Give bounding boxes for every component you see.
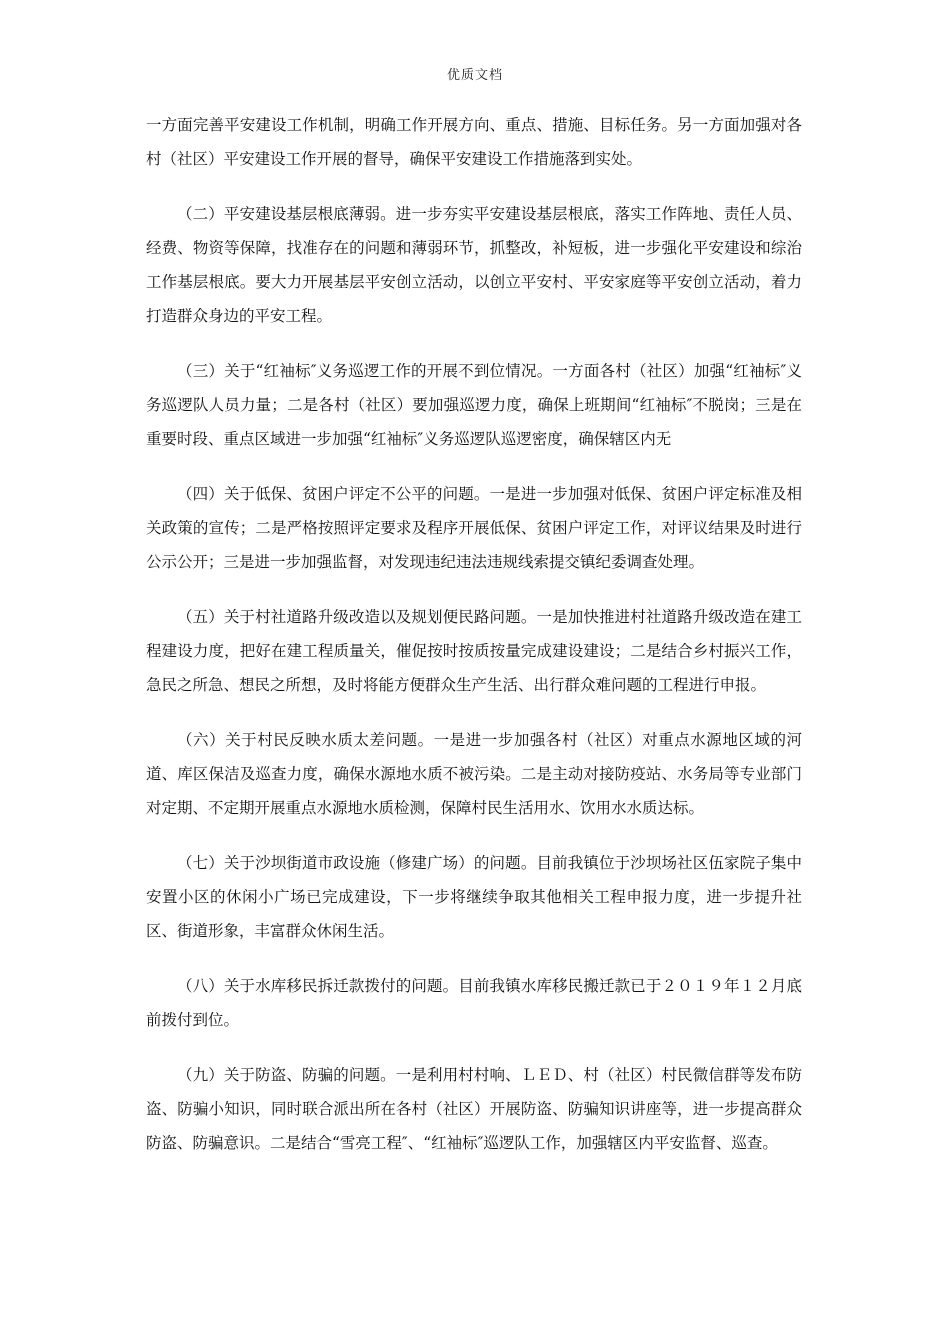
page-header: 优质文档 [446,68,503,83]
paragraph-section-9: （九）关于防盗、防骗的问题。一是利用村村响、ＬＥＤ、村（社区）村民微信群等发布防盗、防骗小知识，同时联合派出所在各村（社区）开展防盗、防骗知识讲座等，进一步提高群众防盗、防骗意识。二是结合“雪亮工程″、“红袖标″巡逻队工作，加强辖区内平安监督、巡查。 [146,1066,802,1152]
paragraph-section-5: （五）关于村社道路升级改造以及规划便民路问题。一是加快推进村社道路升级改造在建工程建设力度，把好在建工程质量关，催促按时按质按量完成建设建设；二是结合乡村振兴工作，急民之所急、想民之所想，及时将能方便群众生产生活、出行群众难问题的工程进行申报。 [146,608,802,694]
paragraph-continuation: 一方面完善平安建设工作机制，明确工作开展方向、重点、措施、目标任务。另一方面加强对各村（社区）平安建设工作开展的督导，确保平安建设工作措施落到实处。 [146,116,802,168]
paragraph-section-2: （二）平安建设基层根底薄弱。进一步夯实平安建设基层根底，落实工作阵地、责任人员、经费、物资等保障，找准存在的问题和薄弱环节，抓整改，补短板，进一步强化平安建设和综治工作基层根底。要大力开展基层平安创立活动，以创立平安村、平安家庭等平安创立活动，着力打造群众身边的平安工程。 [146,205,802,325]
paragraph-section-8: （八）关于水库移民拆迁款拨付的问题。目前我镇水库移民搬迁款已于２０１９年１２月底前拨付到位。 [146,977,802,1029]
document-body [146,108,802,1181]
paragraph-section-6: （六）关于村民反映水质太差问题。一是进一步加强各村（社区）对重点水源地区域的河道、库区保洁及巡查力度，确保水源地水质不被污染。二是主动对接防疫站、水务局等专业部门对定期、不定期开展重点水源地水质检测，保障村民生活用水、饮用水水质达标。 [146,731,802,817]
paragraph-section-7: （七）关于沙坝街道市政设施（修建广场）的问题。目前我镇位于沙坝场社区伍家院子集中安置小区的休闲小广场已完成建设，下一步将继续争取其他相关工程申报力度，进一步提升社区、街道形象，丰富群众休闲生活。 [146,854,802,940]
paragraph-section-4: （四）关于低保、贫困户评定不公平的问题。一是进一步加强对低保、贫困户评定标准及相关政策的宣传；二是严格按照评定要求及程序开展低保、贫困户评定工作，对评议结果及时进行公示公开；三是进一步加强监督，对发现违纪违法违规线索提交镇纪委调查处理。 [146,485,802,571]
paragraph-section-3: （三）关于“红袖标″义务巡逻工作的开展不到位情况。一方面各村（社区）加强“红袖标″义务巡逻队人员力量；二是各村（社区）要加强巡逻力度，确保上班期间“红袖标″不脱岗；三是在重要时段、重点区域进一步加强“红袖标″义务巡逻队巡逻密度，确保辖区内无 [146,362,802,448]
